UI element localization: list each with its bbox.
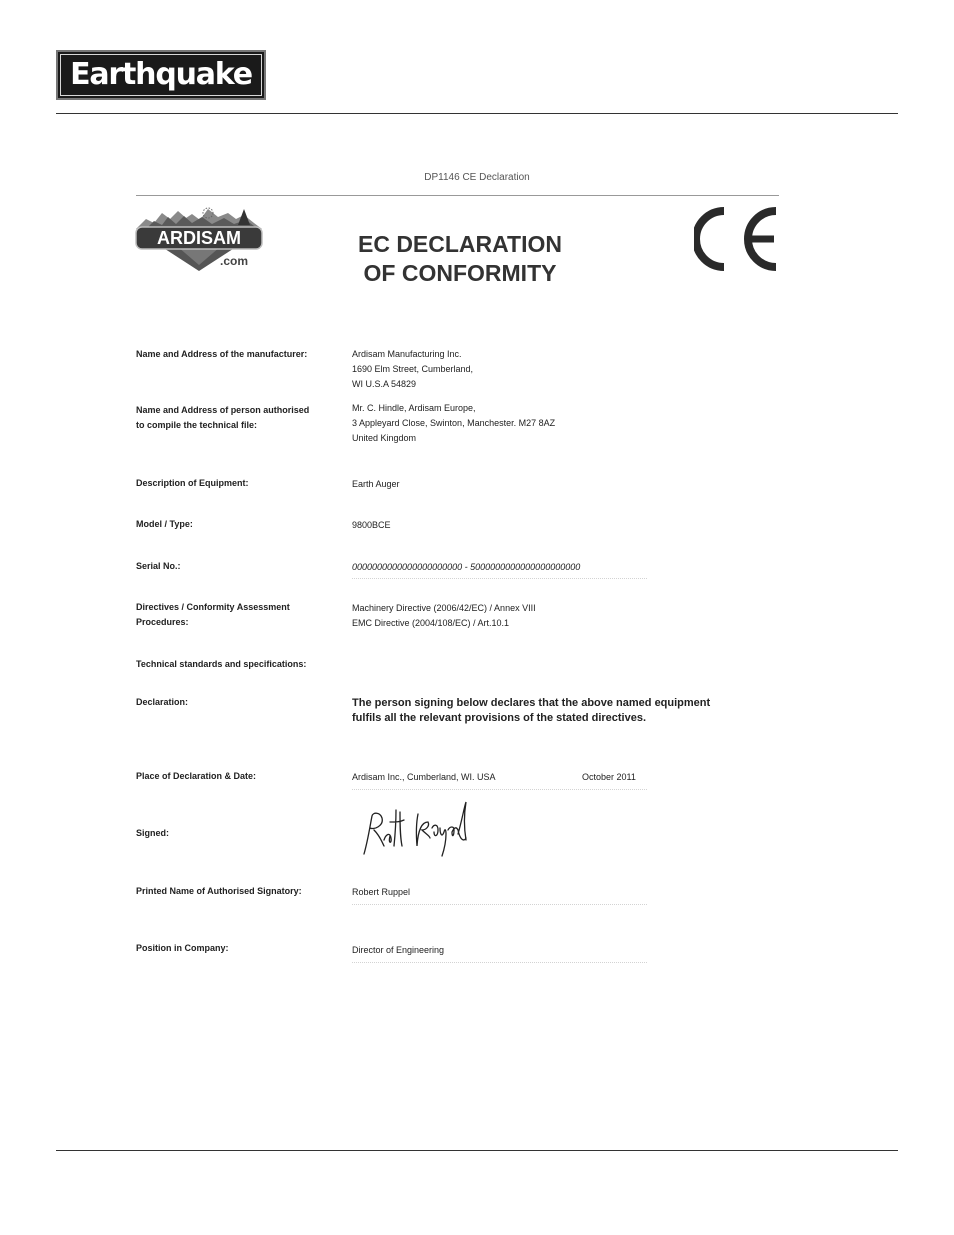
document-header-rule [136,195,779,196]
directives-value [352,601,732,631]
manufacturer-line: Ardisam Manufacturing Inc. [352,349,462,359]
authorised-person-line: Mr. C. Hindle, Ardisam Europe, [352,403,476,413]
document-header: DP1146 CE Declaration [424,172,530,183]
authorised-person-value [352,401,732,446]
manufacturer-value [352,347,732,392]
brand-name: Earthquake [70,57,252,92]
equipment-value: Earth Auger [352,479,400,489]
equipment-label: Description of Equipment: [136,478,249,488]
model-value: 9800BCE [352,520,391,530]
ce-mark-icon [694,207,782,271]
directive-line: Machinery Directive (2006/42/EC) / Annex VIII [352,603,536,613]
authorised-person-label-line: to compile the technical file: [136,420,258,430]
serial-dotline [352,578,647,579]
authorised-person-label-line: Name and Address of person authorised [136,405,310,415]
place-value: Ardisam Inc., Cumberland, WI. USA [352,772,496,782]
serial-label: Serial No.: [136,561,181,571]
directives-label-line: Directives / Conformity Assessment [136,602,290,612]
date-value: October 2011 [582,772,636,782]
place-date-label: Place of Declaration & Date: [136,771,257,781]
position-value: Director of Engineering [352,945,445,955]
footer-rule [56,1150,898,1151]
authorised-person-line: United Kingdom [352,433,417,443]
authorised-person-line: 3 Appleyard Close, Swinton, Manchester. M27 8AZ [352,418,556,428]
declaration-line: The person signing below declares that the above named equipment [352,697,711,709]
manufacturer-line: 1690 Elm Street, Cumberland, [352,364,474,374]
earthquake-logo [56,50,266,100]
signed-label: Signed: [136,828,169,838]
ardisam-logo [132,205,266,275]
manufacturer-line: WI U.S.A 54829 [352,379,417,389]
model-label: Model / Type: [136,519,193,529]
position-dotline [352,962,647,963]
directives-label-line: Procedures: [136,617,189,627]
document-title [320,230,600,288]
header-rule [56,113,898,114]
position-label: Position in Company: [136,943,229,953]
place-date-dotline [352,789,647,790]
serial-value: 0000000000000000000000 - 5000000000000000000000 [352,562,581,572]
ardisam-logo-text: ARDISAM [157,228,241,248]
signature-image [360,800,472,860]
directives-label [136,600,326,630]
declaration-line: fulfils all the relevant provisions of the stated directives. [352,712,647,724]
ardisam-logo-suffix: .com [219,254,249,268]
signatory-label: Printed Name of Authorised Signatory: [136,886,302,896]
document-title-line2: OF CONFORMITY [363,260,557,286]
declaration-label: Declaration: [136,697,189,707]
signatory-dotline [352,904,647,905]
document-title-line1: EC DECLARATION [357,231,562,257]
manufacturer-label: Name and Address of the manufacturer: [136,349,308,359]
authorised-person-label [136,403,326,433]
declaration-value [352,696,752,726]
directive-line: EMC Directive (2004/108/EC) / Art.10.1 [352,618,510,628]
signatory-value: Robert Ruppel [352,887,411,897]
standards-label: Technical standards and specifications: [136,659,307,669]
